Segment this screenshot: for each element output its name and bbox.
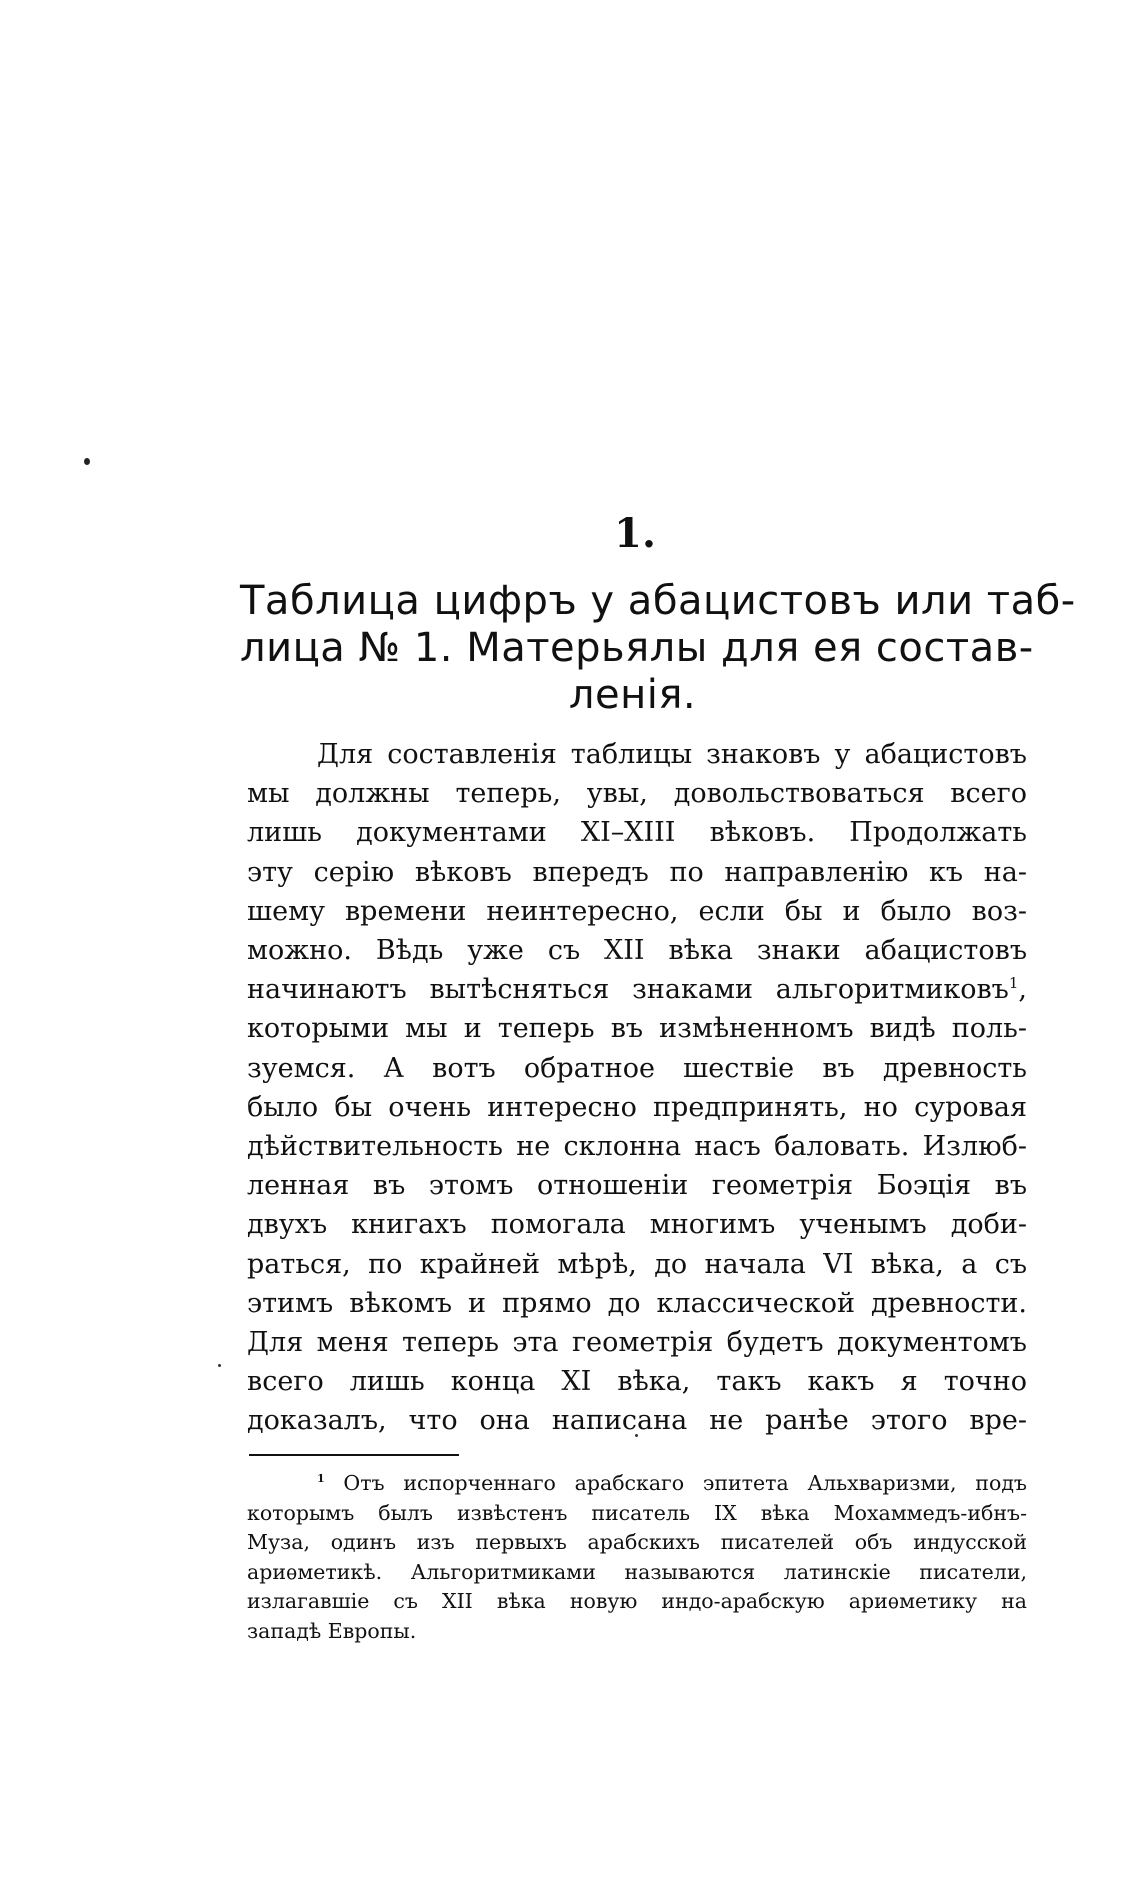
footnote-line: которымъ былъ извѣстенъ писатель IX вѣка Мохаммедъ-ибнъ- <box>247 1500 1027 1525</box>
body-line: двухъ книгахъ помогала многимъ ученымъ доби- <box>247 1209 1027 1241</box>
body-line: можно. Вѣдь уже съ XII вѣка знаки абацистовъ <box>247 935 1027 967</box>
chapter-title-line: Таблица цифръ у абацистовъ или таб- <box>240 578 1076 624</box>
chapter-title <box>240 578 1076 719</box>
footnote-line-text: Отъ испорченнаго арабскаго эпитета Альхваризми, подъ <box>343 1471 1027 1495</box>
trailing-comma: , <box>1018 974 1027 1006</box>
body-line-text: начинаютъ вытѣсняться знаками альгоритмиковъ <box>247 974 1009 1006</box>
body-line: шему времени неинтересно, если бы и было воз- <box>247 895 1027 927</box>
footnote-line <box>247 1469 1027 1499</box>
body-line: эту серію вѣковъ впередъ по направленію къ на- <box>247 856 1027 888</box>
body-line: Для составленія таблицы знаковъ у абацистовъ <box>317 739 1027 770</box>
footnote-marker: 1 <box>317 1472 325 1486</box>
body-paragraph <box>247 735 1027 1441</box>
ink-speck <box>218 1364 221 1367</box>
chapter-number: 1. <box>614 510 656 557</box>
body-line: этимъ вѣкомъ и прямо до классической древности. <box>247 1287 1027 1319</box>
footnote <box>247 1469 1027 1646</box>
footnote-line: ариѳметикѣ. Альгоритмиками называются латинскіе писатели, <box>247 1559 1027 1584</box>
footnote-reference[interactable]: 1 <box>1008 974 1019 993</box>
body-line: раться, по крайней мѣрѣ, до начала VI вѣка, а съ <box>247 1248 1027 1280</box>
chapter-title-line: ленія. <box>568 672 697 718</box>
body-line: ленная въ этомъ отношеніи геометрія Боэція въ <box>247 1170 1027 1202</box>
body-line: дѣйствительность не склонна насъ баловать. Излюб- <box>247 1131 1027 1163</box>
body-line: было бы очень интересно предпринять, но суровая <box>247 1091 1027 1123</box>
body-line: которыми мы и теперь въ измѣненномъ видѣ поль- <box>247 1013 1027 1045</box>
body-line: доказалъ, что она написана не ранѣе этого вре- <box>247 1405 1027 1437</box>
chapter-title-line: лица № 1. Матерьялы для ея состав- <box>240 625 1034 671</box>
body-line: зуемся. А вотъ обратное шествіе въ древность <box>247 1052 1027 1084</box>
stray-ink-mark <box>84 458 90 465</box>
footnote-divider <box>249 1454 459 1456</box>
body-line: всего лишь конца XI вѣка, такъ какъ я точно <box>247 1366 1027 1398</box>
footnote-line: излагавшіе съ XII вѣка новую индо-арабскую ариѳметику на <box>247 1589 1027 1613</box>
body-line: мы должны теперь, увы, довольствоваться всего <box>247 778 1027 810</box>
body-line: Для меня теперь эта геометрія будетъ документомъ <box>247 1327 1027 1359</box>
body-line-with-footnote-ref <box>247 970 1027 1009</box>
body-line: лишь документами XI–XIII вѣковъ. Продолжать <box>247 817 1027 849</box>
footnote-line: Муза, одинъ изъ первыхъ арабскихъ писателей объ индусской <box>247 1530 1027 1554</box>
footnote-line: западѣ Европы. <box>247 1618 417 1643</box>
